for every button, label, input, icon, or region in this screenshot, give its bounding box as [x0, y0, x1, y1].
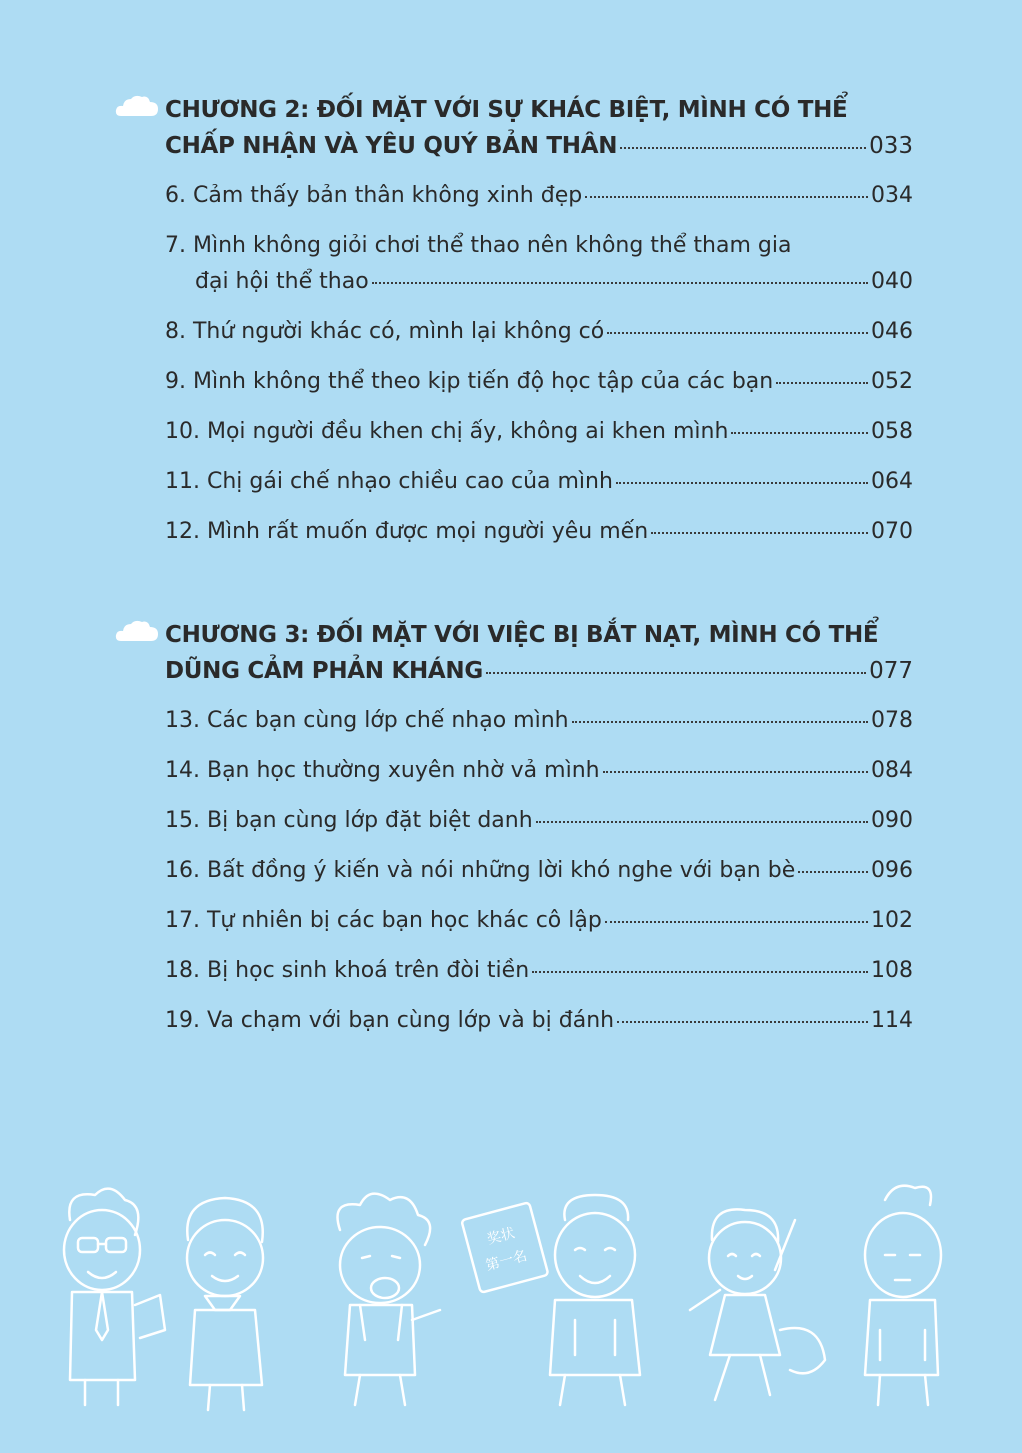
entry-title: 17. Tự nhiên bị các bạn học khác cô lập — [165, 908, 602, 933]
entry-title: 15. Bị bạn cùng lớp đặt biệt danh — [165, 808, 533, 833]
toc-entry — [165, 703, 913, 739]
toc-entry — [165, 753, 913, 789]
page-number: 040 — [871, 269, 913, 294]
dot-leader — [572, 721, 868, 723]
chapter-title-row — [165, 653, 913, 689]
kid-hair-bun — [865, 1186, 941, 1405]
page-number: 058 — [871, 419, 913, 444]
chapter-title-row — [165, 128, 913, 164]
entry-title: 13. Các bạn cùng lớp chế nhạo mình — [165, 708, 569, 733]
chapter-3-heading — [165, 617, 913, 689]
entry-title: 12. Mình rất muốn được mọi người yêu mến — [165, 519, 649, 544]
dot-leader — [486, 672, 866, 674]
toc-entry — [165, 1003, 913, 1039]
toc-entry — [165, 853, 913, 889]
toc-entry — [165, 228, 913, 300]
entry-title: 9. Mình không thể theo kịp tiến độ học tập của các bạn — [165, 369, 774, 394]
page-number: 102 — [871, 908, 913, 933]
toc-entry — [165, 364, 913, 400]
dot-leader — [651, 532, 868, 534]
chapter-title-line1: CHƯƠNG 3: ĐỐI MẶT VỚI VIỆC BỊ BẮT NẠT, MÌNH CÓ THỂ — [165, 622, 879, 648]
toc-entry — [165, 803, 913, 839]
kid-curly-hair — [338, 1194, 441, 1405]
entry-title: 16. Bất đồng ý kiến và nói những lời khó nghe với bạn bè — [165, 858, 796, 883]
entry-title: 18. Bị học sinh khoá trên đòi tiền — [165, 958, 530, 983]
entry-title: 8. Thứ người khác có, mình lại không có — [165, 319, 605, 344]
entry-title: 10. Mọi người đều khen chị ấy, không ai khen mình — [165, 419, 729, 444]
page-number: 046 — [871, 319, 913, 344]
chapter-2-heading — [165, 92, 913, 164]
toc-entry — [165, 414, 913, 450]
dot-leader — [372, 282, 868, 284]
kid-certificate — [461, 1195, 640, 1405]
toc-entry — [165, 178, 913, 214]
page-number: 077 — [869, 658, 913, 684]
page-number: 064 — [871, 469, 913, 494]
page-number: 052 — [871, 369, 913, 394]
page-number: 090 — [871, 808, 913, 833]
entry-title-line1: 7. Mình không giỏi chơi thể thao nên không thể tham gia — [165, 233, 792, 258]
dot-leader — [731, 432, 868, 434]
certificate-text-2: 第一名 — [484, 1247, 529, 1275]
chapter-title-line2: CHẤP NHẬN VÀ YÊU QUÝ BẢN THÂN — [165, 133, 618, 159]
entry-title: đại hội thể thao — [195, 269, 369, 294]
page-number: 084 — [871, 758, 913, 783]
chapter-title-line2: DŨNG CẢM PHẢN KHÁNG — [165, 658, 483, 684]
page-number: 078 — [871, 708, 913, 733]
dot-leader — [617, 1021, 868, 1023]
dot-leader — [616, 482, 868, 484]
entry-title: 14. Bạn học thường xuyên nhờ vả mình — [165, 758, 600, 783]
toc-entry — [165, 314, 913, 350]
dot-leader — [536, 821, 868, 823]
entry-title: 19. Va chạm với bạn cùng lớp và bị đánh — [165, 1008, 615, 1033]
chapter-3 — [165, 617, 913, 1039]
certificate-text-1: 奖状 — [485, 1225, 517, 1249]
dot-leader — [607, 332, 868, 334]
page-number: 096 — [871, 858, 913, 883]
dot-leader — [620, 147, 866, 149]
cloud-icon — [115, 619, 159, 643]
entry-title: 6. Cảm thấy bản thân không xinh đẹp — [165, 183, 583, 208]
dot-leader — [776, 382, 868, 384]
toc-entry — [165, 903, 913, 939]
kid-dancing-girl — [690, 1209, 825, 1400]
entry-title: 11. Chị gái chế nhạo chiều cao của mình — [165, 469, 613, 494]
cloud-icon — [115, 94, 159, 118]
toc-entry — [165, 953, 913, 989]
page-number: 033 — [869, 133, 913, 159]
dot-leader — [532, 971, 868, 973]
page-number: 114 — [871, 1008, 913, 1033]
toc-entry — [165, 464, 913, 500]
chapter-2 — [165, 92, 913, 550]
dot-leader — [605, 921, 868, 923]
toc-entry — [165, 514, 913, 550]
page-number: 034 — [871, 183, 913, 208]
dot-leader — [603, 771, 868, 773]
kid-girl-scarf — [187, 1198, 263, 1410]
dot-leader — [798, 871, 868, 873]
children-illustration — [0, 1180, 1022, 1420]
dot-leader — [585, 196, 868, 198]
kid-glasses — [64, 1189, 165, 1405]
page-number: 108 — [871, 958, 913, 983]
chapter-title-line1: CHƯƠNG 2: ĐỐI MẶT VỚI SỰ KHÁC BIỆT, MÌNH CÓ THỂ — [165, 97, 848, 123]
page-number: 070 — [871, 519, 913, 544]
